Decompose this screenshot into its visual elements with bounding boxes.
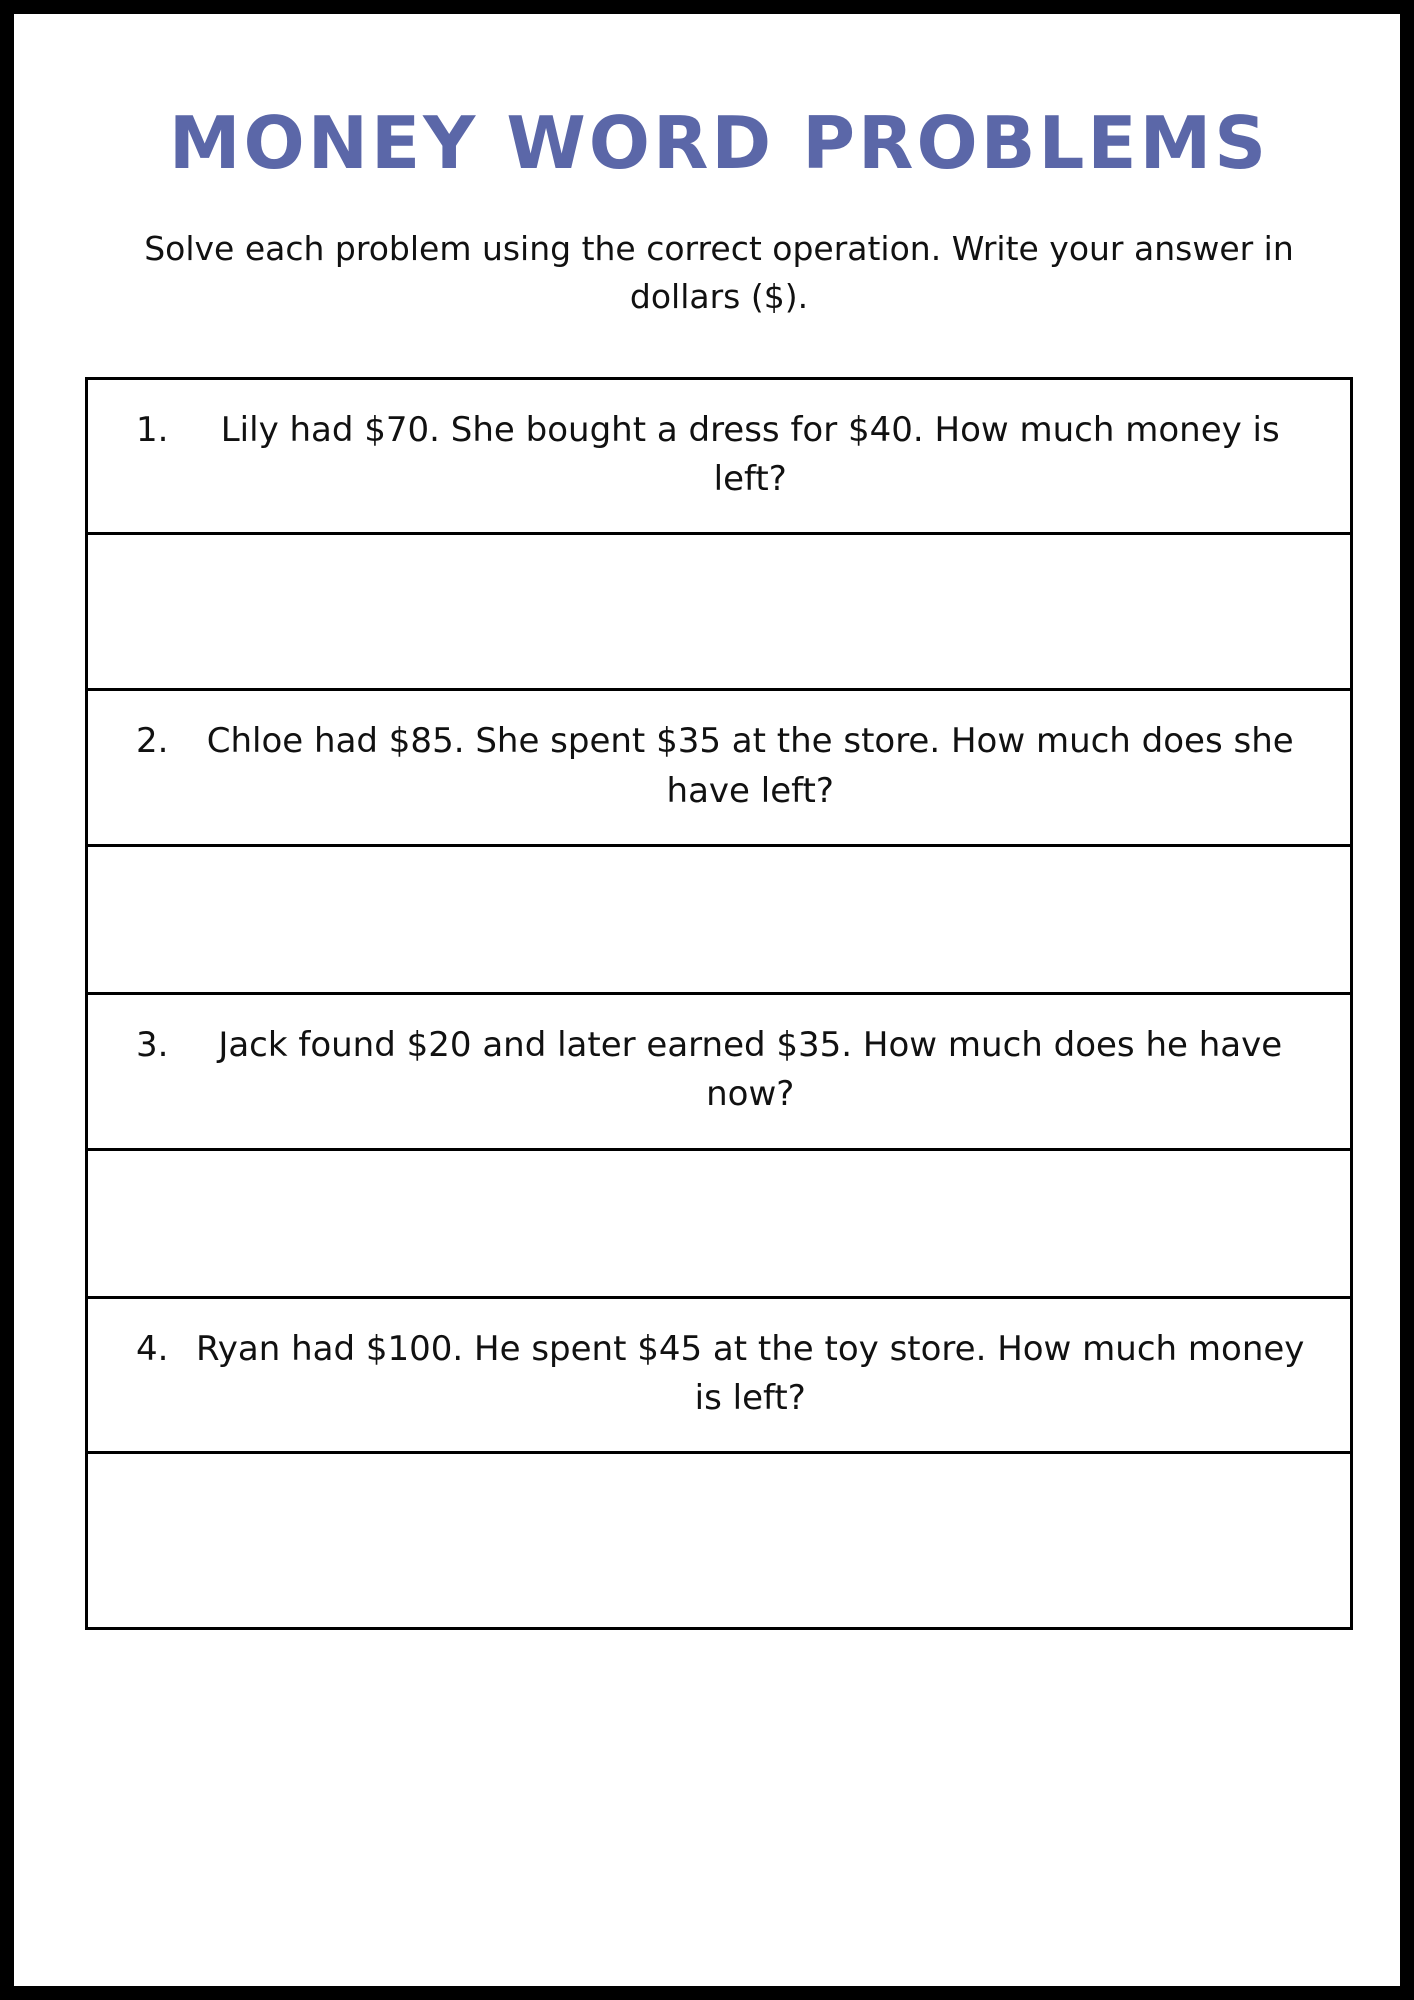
problem-text: Lily had $70. She bought a dress for $40. How much money is left? — [220, 409, 1280, 500]
problem-number: 4. — [136, 1328, 169, 1369]
problem-text: Jack found $20 and later earned $35. How much does he have now? — [218, 1025, 1283, 1115]
problem-number: 1. — [136, 409, 169, 450]
answer-box[interactable] — [88, 1151, 1350, 1299]
answer-box[interactable] — [88, 535, 1350, 691]
problem-row — [88, 380, 1350, 536]
problem-text: Ryan had $100. He spent $45 at the toy store. How much money is left? — [196, 1328, 1305, 1418]
problem-text: Chloe had $85. She spent $35 at the store. How much does she have left? — [206, 721, 1294, 811]
problems-table — [85, 377, 1353, 1630]
problem-number: 2. — [136, 721, 169, 762]
instructions-text: Solve each problem using the correct operation. Write your answer in dollars ($). — [144, 229, 1294, 317]
page-title: MONEY WORD PROBLEMS — [168, 101, 1270, 185]
answer-box[interactable] — [88, 1454, 1350, 1630]
problem-number: 3. — [136, 1025, 169, 1066]
answer-box[interactable] — [88, 847, 1350, 995]
problem-row — [88, 995, 1350, 1151]
problem-row — [88, 1299, 1350, 1455]
problem-row — [88, 691, 1350, 847]
worksheet-content — [84, 64, 1354, 1630]
